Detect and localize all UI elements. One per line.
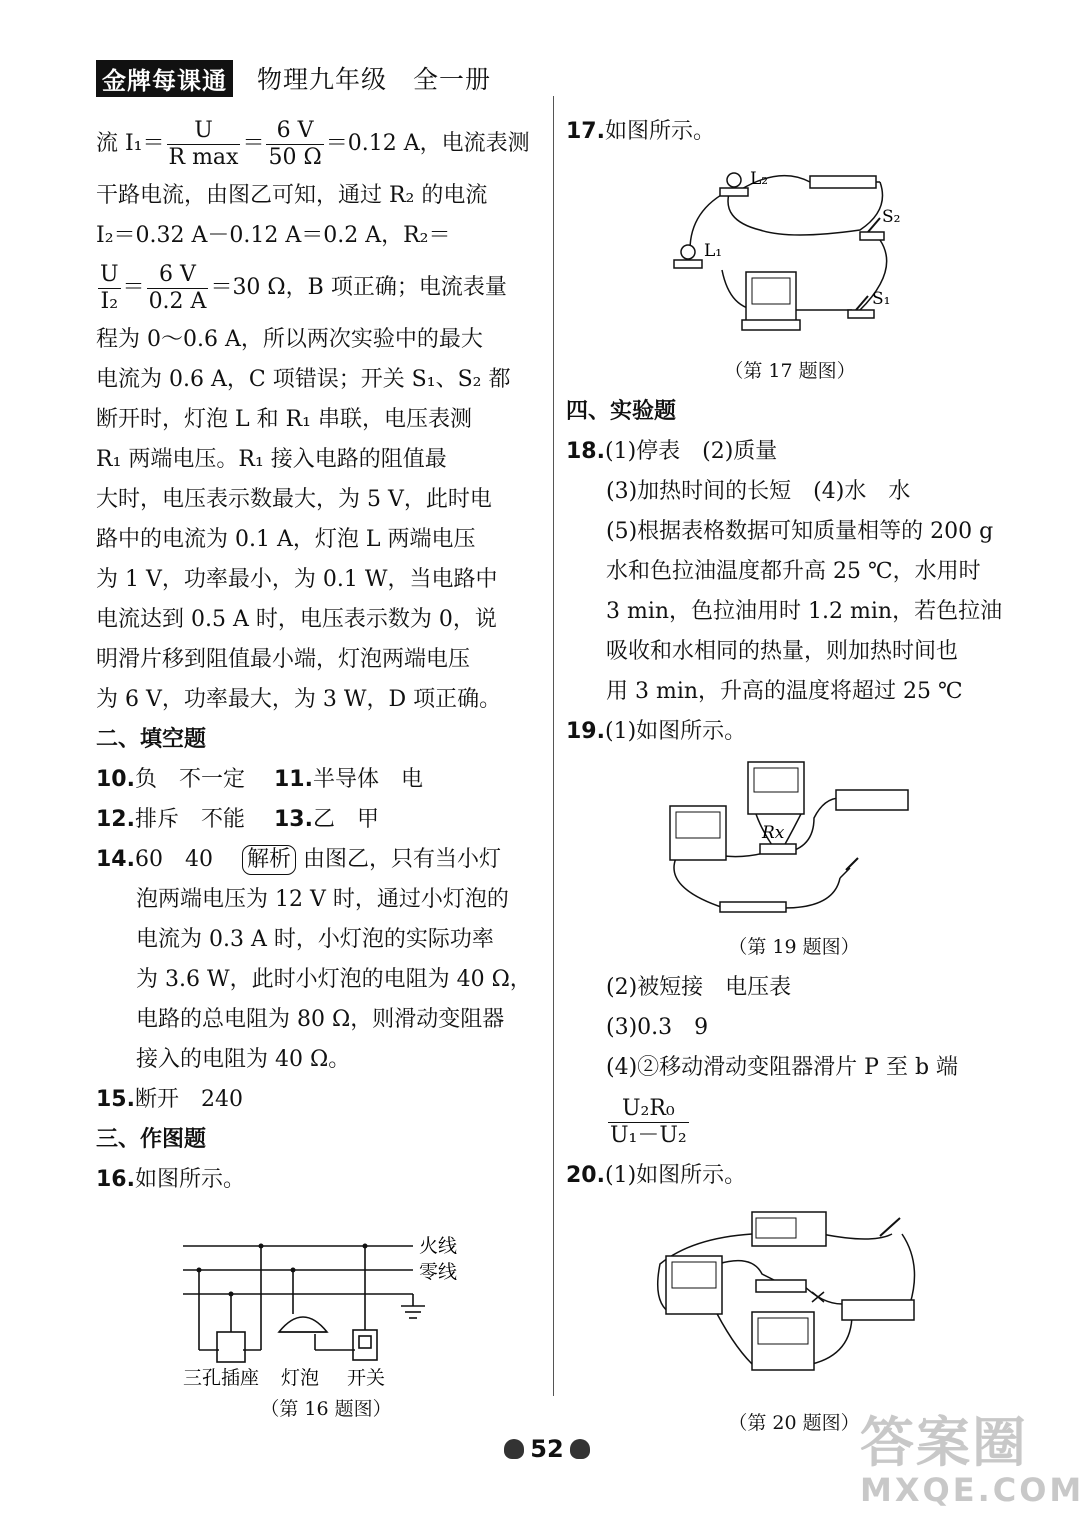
switch-label: 开关 — [347, 1367, 386, 1389]
bulb-l2-base — [720, 188, 748, 196]
figure-20-caption: （第 20 题图） — [728, 1412, 860, 1434]
bulb-label: 灯泡 — [281, 1367, 320, 1389]
right-column-top — [566, 112, 1026, 152]
socket-label: 三孔插座 — [183, 1367, 260, 1389]
bulb-l2-icon — [727, 173, 741, 187]
q15-row: 15.断开 240 — [96, 1087, 243, 1112]
resistor-rx-label: Rx — [762, 823, 785, 843]
junction-dot — [229, 1292, 234, 1297]
q19-fraction-row — [566, 1088, 1026, 1156]
bulb-l1-base — [674, 260, 702, 268]
column-divider — [553, 96, 554, 1396]
q9-line-10: 路中的电流为 0.1 A，灯泡 L 两端电压 — [96, 527, 476, 552]
rheostat-icon — [836, 790, 908, 810]
figure-20-circuit — [652, 1204, 922, 1384]
junction-dot — [363, 1244, 368, 1249]
figure-17-caption: （第 17 题图） — [724, 360, 856, 382]
right-column-mid — [566, 392, 1026, 752]
watermark: 答案圈 MXQE.COM — [860, 1411, 1084, 1509]
q9-line-8: R₁ 两端电压。R₁ 接入电路的阻值最 — [96, 447, 447, 472]
leaf-icon — [570, 1439, 590, 1459]
junction-dot — [259, 1244, 264, 1249]
fraction-6v-50ohm: $\frac{6 V}{50 \Omega}$ — [268, 117, 322, 170]
q9-line-11: 为 1 V，功率最小，为 0.1 W，当电路中 — [96, 567, 498, 592]
section-fill-in: 二、填空题 — [96, 727, 207, 752]
neutral-wire-label: 零线 — [419, 1261, 458, 1283]
analysis-tag: 解析 — [242, 845, 296, 875]
q18-line-4: 水和色拉油温度都升高 25 ℃，水用时 — [606, 559, 981, 584]
figure-19-circuit — [664, 758, 924, 918]
q18-line-7: 用 3 min，升高的温度将超过 25 ℃ — [606, 679, 963, 704]
q14-line-4: 为 3.6 W，此时小灯泡的电阻为 40 Ω， — [136, 967, 532, 992]
fraction-6v-02a: $\frac{6 V}{0.2 A}$ — [148, 261, 207, 314]
leaf-icon — [504, 1439, 524, 1459]
figure-16-caption: （第 16 题图） — [260, 1398, 392, 1420]
switch-s2-label: S₂ — [882, 207, 901, 227]
figure-16-household-circuit — [175, 1232, 475, 1392]
q9-line-6: 电流为 0.6 A，C 项错误；开关 S₁、S₂ 都 — [96, 367, 511, 392]
q12-q13-row: 12.排斥 不能 13.乙 甲 — [96, 807, 379, 832]
q19-line-2: (2)被短接 电压表 — [606, 975, 792, 1000]
page-number: 52 — [492, 1432, 602, 1466]
battery-icon — [720, 902, 786, 912]
fraction-u2r0-u1u2: $\frac{\text{U₂R₀}}{\text{U₁－U₂}}$ — [610, 1095, 687, 1148]
rheostat-icon — [842, 1300, 914, 1320]
bulb-l1-label: L₁ — [704, 241, 723, 261]
q18-line-1: 18.(1)停表 (2)质量 — [566, 439, 778, 464]
q9-line-12: 电流达到 0.5 A 时，电压表示数为 0，说 — [96, 607, 497, 632]
switch-icon — [846, 858, 858, 870]
left-column — [96, 112, 542, 1200]
q18-line-3: (5)根据表格数据可知质量相等的 200 g — [606, 519, 994, 544]
switch-s1-label: S₁ — [872, 289, 891, 309]
q9-line-2: 干路电流，由图乙可知，通过 R₂ 的电流 — [96, 183, 488, 208]
q14-line-1: 14.60 40 解析 由图乙，只有当小灯 — [96, 840, 542, 880]
q20-line-1: 20.(1)如图所示。 — [566, 1163, 747, 1188]
section-drawing: 三、作图题 — [96, 1127, 207, 1152]
page-header — [96, 62, 491, 94]
q9-line-9: 大时，电压表示数最大，为 5 V，此时电 — [96, 487, 492, 512]
brand-label: 金牌每课通 — [96, 60, 233, 97]
switch-s2-icon — [860, 232, 884, 240]
q16-row: 16.如图所示。 — [96, 1167, 245, 1192]
q18-line-6: 吸收和水相同的热量，则加热时间也 — [606, 639, 959, 664]
q10-q11-row: 10.负 不一定 11.半导体 电 — [96, 767, 423, 792]
bulb-l1-icon — [681, 245, 695, 259]
q19-line-4: (4)②移动滑动变阻器滑片 P 至 b 端 — [606, 1055, 959, 1080]
q9-line-7: 断开时，灯泡 L 和 R₁ 串联，电压表测 — [96, 407, 472, 432]
q9-line-13: 明滑片移到阻值最小端，灯泡两端电压 — [96, 647, 471, 672]
fire-wire-label: 火线 — [419, 1235, 458, 1257]
q18-line-2: (3)加热时间的长短 (4)水 水 — [606, 479, 911, 504]
q9-line-14: 为 6 V，功率最大，为 3 W，D 项正确。 — [96, 687, 502, 712]
junction-dot — [197, 1268, 202, 1273]
q14-line-6: 接入的电阻为 40 Ω。 — [136, 1047, 351, 1072]
q14-line-5: 电路的总电阻为 80 Ω，则滑动变阻器 — [136, 1007, 505, 1032]
figure-17-circuit — [660, 160, 900, 340]
switch-icon — [880, 1218, 900, 1236]
q9-line-4: $\frac{U}{\text{I₂}}$ ＝ $\frac{6 V}{0.2 A}$ ＝30 Ω，B 项正确；电流表量 — [100, 261, 507, 314]
right-column-lower — [566, 968, 1026, 1196]
q14-line-2: 泡两端电压为 12 V 时，通过小灯泡的 — [136, 887, 509, 912]
section-experiment: 四、实验题 — [566, 399, 677, 424]
subject-title: 物理九年级 全一册 — [257, 65, 492, 94]
q9-line-5: 程为 0～0.6 A，所以两次实验中的最大 — [96, 327, 483, 352]
switch-s1-icon — [848, 310, 874, 318]
q19-line-3: (3)0.3 9 — [606, 1015, 709, 1040]
resistor-icon — [756, 1280, 806, 1292]
q9-line-1: 流 I₁＝ $\frac{U}{\text{R max}}$ ＝ $\frac{6 V}{50 \Omega}$ ＝0.12 A，电流表测 — [96, 117, 530, 170]
q9-line-3: I₂＝0.32 A－0.12 A＝0.2 A，R₂＝ — [96, 223, 451, 248]
q14-line-3: 电流为 0.3 A 时，小灯泡的实际功率 — [136, 927, 494, 952]
fraction-u-i2: $\frac{U}{\text{I₂}}$ — [100, 261, 119, 314]
fraction-u-rmax: $\frac{U}{\text{R max}}$ — [168, 117, 239, 170]
battery-icon — [810, 176, 876, 188]
bulb-l2-label: L₂ — [750, 169, 769, 189]
figure-19-caption: （第 19 题图） — [728, 936, 860, 958]
junction-dot — [291, 1268, 296, 1273]
q18-line-5: 3 min，色拉油用时 1.2 min，若色拉油 — [606, 599, 1003, 624]
q19-line-1: 19.(1)如图所示。 — [566, 719, 747, 744]
resistor-rx-icon — [760, 844, 796, 854]
q17-row: 17.如图所示。 — [566, 119, 715, 144]
